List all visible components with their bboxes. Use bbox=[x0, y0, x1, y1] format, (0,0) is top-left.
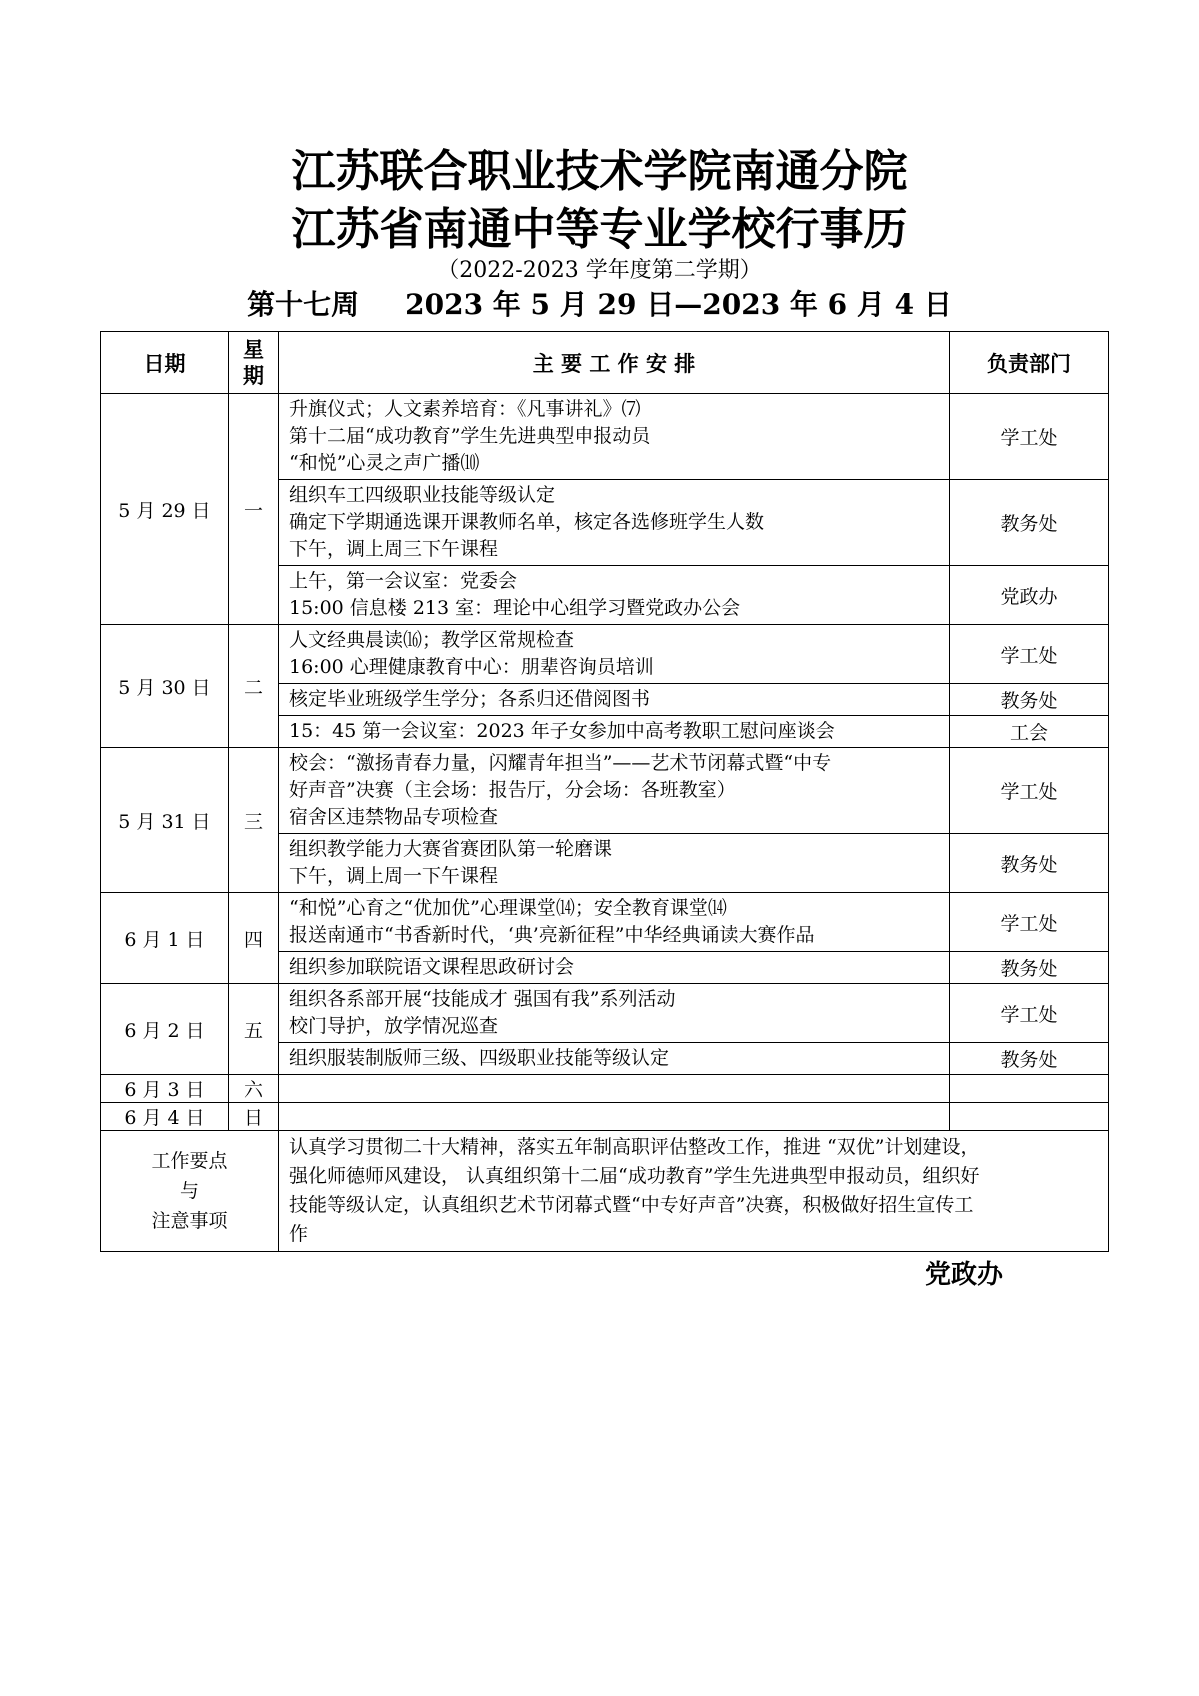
task-cell bbox=[279, 480, 950, 566]
task-line: 上午，第一会议室：党委会 bbox=[289, 570, 518, 592]
notes-line: 作 bbox=[289, 1223, 309, 1245]
date-cell: 6 月 1 日 bbox=[101, 893, 229, 984]
table-row bbox=[101, 893, 1109, 952]
dept-cell: 学工处 bbox=[950, 984, 1109, 1043]
title-line-1: 江苏联合职业技术学院南通分院 bbox=[291, 146, 908, 197]
task-line: 15：45 第一会议室：2023 年子女参加中高考教职工慰问座谈会 bbox=[289, 720, 835, 742]
dept-cell: 学工处 bbox=[950, 394, 1109, 480]
date-cell: 6 月 2 日 bbox=[101, 984, 229, 1075]
dept-cell: 教务处 bbox=[950, 480, 1109, 566]
table-row bbox=[101, 394, 1109, 480]
task-line: 下午，调上周一下午课程 bbox=[289, 865, 499, 887]
table-row bbox=[101, 1075, 1109, 1103]
task-line: 升旗仪式；人文素养培育：《凡事讲礼》⑺ bbox=[289, 398, 641, 420]
task-line: 确定下学期通选课开课教师名单，核定各选修班学生人数 bbox=[289, 511, 765, 533]
task-line: 报送南通市“书香新时代，‘典’亮新征程”中华经典诵读大赛作品 bbox=[289, 924, 815, 946]
table-header-row bbox=[101, 332, 1109, 394]
table-row bbox=[101, 625, 1109, 684]
schedule-table bbox=[100, 331, 1109, 1252]
task-cell bbox=[279, 566, 950, 625]
header-work: 主 要 工 作 安 排 bbox=[279, 332, 950, 394]
task-cell bbox=[279, 625, 950, 684]
task-line: 组织服装制版师三级、四级职业技能等级认定 bbox=[289, 1047, 670, 1069]
weekday-cell: 一 bbox=[229, 394, 279, 625]
task-line: “和悦”心灵之声广播⑽ bbox=[289, 452, 480, 474]
dept-cell: 学工处 bbox=[950, 893, 1109, 952]
dept-cell: 教务处 bbox=[950, 1043, 1109, 1075]
notes-label-line: 注意事项 bbox=[151, 1210, 228, 1232]
dept-cell: 学工处 bbox=[950, 748, 1109, 834]
dept-cell: 教务处 bbox=[950, 684, 1109, 716]
task-cell bbox=[279, 394, 950, 480]
semester-label: （2022-2023 学年度第二学期） bbox=[437, 258, 762, 283]
task-line: 下午，调上周三下午课程 bbox=[289, 538, 499, 560]
dept-cell: 工会 bbox=[950, 716, 1109, 748]
task-line: 组织参加联院语文课程思政研讨会 bbox=[289, 956, 575, 978]
task-cell bbox=[279, 748, 950, 834]
task-line: 宿舍区违禁物品专项检查 bbox=[289, 806, 499, 828]
task-line: 校门导护，放学情况巡查 bbox=[289, 1015, 499, 1037]
weekday-cell: 五 bbox=[229, 984, 279, 1075]
task-line: 组织教学能力大赛省赛团队第一轮磨课 bbox=[289, 838, 613, 860]
week-line bbox=[0, 283, 1199, 323]
task-line: 16:00 心理健康教育中心：朋辈咨询员培训 bbox=[289, 656, 654, 678]
task-cell bbox=[279, 716, 950, 748]
task-cell bbox=[279, 952, 950, 984]
task-cell bbox=[279, 684, 950, 716]
notes-line: 认真学习贯彻二十大精神，落实五年制高职评估整改工作，推进 “双优”计划建设， bbox=[289, 1136, 980, 1158]
header-weekday bbox=[229, 332, 279, 394]
header-date: 日期 bbox=[101, 332, 229, 394]
notes-label bbox=[101, 1131, 279, 1252]
task-line: “和悦”心育之“优加优”心理课堂⒁；安全教育课堂⒁ bbox=[289, 897, 727, 919]
weekday-cell: 三 bbox=[229, 748, 279, 893]
date-cell: 5 月 29 日 bbox=[101, 394, 229, 625]
table-row bbox=[101, 984, 1109, 1043]
task-line: 组织各系部开展“技能成才 强国有我”系列活动 bbox=[289, 988, 676, 1010]
dept-cell bbox=[950, 1103, 1109, 1131]
task-cell bbox=[279, 1075, 950, 1103]
weekday-cell: 二 bbox=[229, 625, 279, 748]
weekday-cell: 六 bbox=[229, 1075, 279, 1103]
task-line: 人文经典晨读⒃；教学区常规检查 bbox=[289, 629, 575, 651]
task-line: 校会：“激扬青春力量，闪耀青年担当”——艺术节闭幕式暨“中专 bbox=[289, 752, 832, 774]
task-cell bbox=[279, 893, 950, 952]
dept-cell: 党政办 bbox=[950, 566, 1109, 625]
table-row bbox=[101, 748, 1109, 834]
task-line: 组织车工四级职业技能等级认定 bbox=[289, 484, 556, 506]
date-cell: 6 月 4 日 bbox=[101, 1103, 229, 1131]
dept-cell: 教务处 bbox=[950, 834, 1109, 893]
task-cell bbox=[279, 1043, 950, 1075]
date-cell: 5 月 30 日 bbox=[101, 625, 229, 748]
task-line: 第十二届“成功教育”学生先进典型申报动员 bbox=[289, 425, 651, 447]
weekday-cell: 日 bbox=[229, 1103, 279, 1131]
dept-cell: 教务处 bbox=[950, 952, 1109, 984]
notes-line: 技能等级认定，认真组织艺术节闭幕式暨“中专好声音”决赛，积极做好招生宣传工 bbox=[289, 1194, 974, 1216]
dept-cell: 学工处 bbox=[950, 625, 1109, 684]
week-label: 第十七周 bbox=[247, 288, 360, 321]
notes-label-line: 与 bbox=[179, 1180, 199, 1202]
notes-row bbox=[101, 1131, 1109, 1252]
weekday-cell: 四 bbox=[229, 893, 279, 984]
notes-label-line: 工作要点 bbox=[151, 1150, 228, 1172]
date-cell: 6 月 3 日 bbox=[101, 1075, 229, 1103]
table-row bbox=[101, 1103, 1109, 1131]
task-line: 核定毕业班级学生学分；各系归还借阅图书 bbox=[289, 688, 651, 710]
task-line: 15:00 信息楼 213 室：理论中心组学习暨党政办公会 bbox=[289, 597, 741, 619]
task-cell bbox=[279, 984, 950, 1043]
dept-cell bbox=[950, 1075, 1109, 1103]
header-dept: 负责部门 bbox=[950, 332, 1109, 394]
task-cell bbox=[279, 1103, 950, 1131]
header-weekday-text: 星期 bbox=[243, 336, 264, 388]
notes-content bbox=[279, 1131, 1109, 1252]
notes-line: 强化师德师风建设， 认真组织第十二届“成功教育”学生先进典型申报动员，组织好 bbox=[289, 1165, 980, 1187]
task-cell bbox=[279, 834, 950, 893]
date-range: 2023 年 5 月 29 日—2023 年 6 月 4 日 bbox=[405, 288, 952, 321]
signature: 党政办 bbox=[925, 1260, 1004, 1290]
title-line-2: 江苏省南通中等专业学校行事历 bbox=[291, 204, 908, 255]
task-line: 好声音”决赛（主会场：报告厅，分会场：各班教室） bbox=[289, 779, 736, 801]
date-cell: 5 月 31 日 bbox=[101, 748, 229, 893]
